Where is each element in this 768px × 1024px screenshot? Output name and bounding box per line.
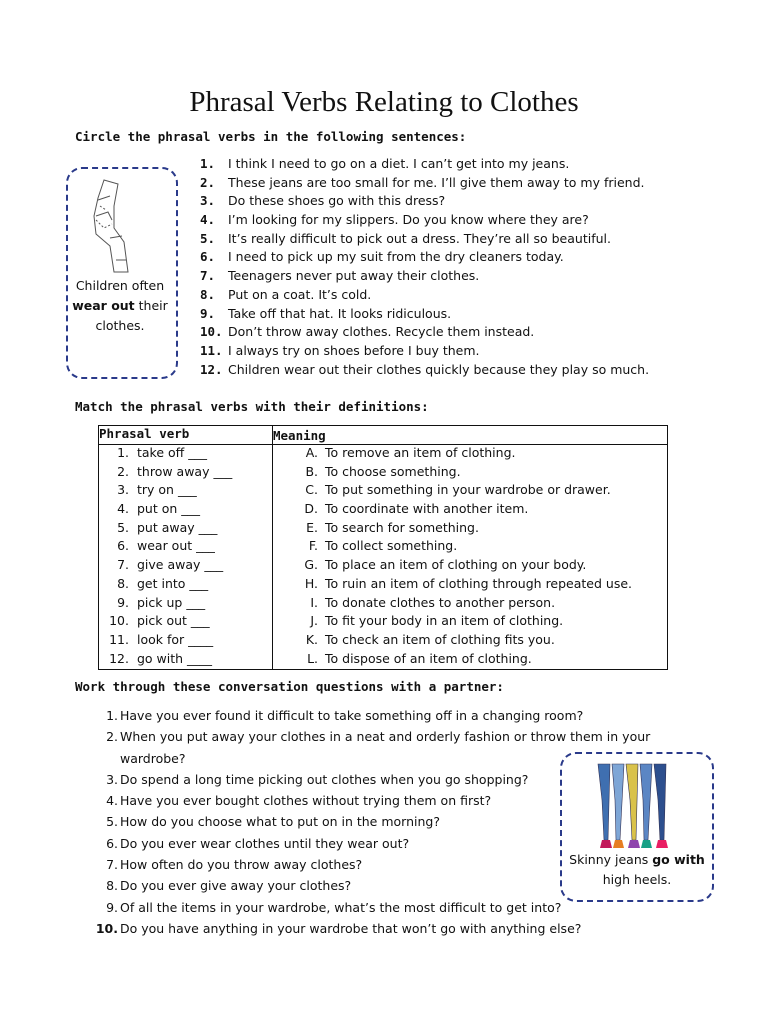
sentence-number: 11. xyxy=(200,342,223,358)
meaning-letter: L. xyxy=(307,650,318,666)
sentence-text: I need to pick up my suit from the dry cleaners today. xyxy=(228,249,564,265)
question-number: 5. xyxy=(106,814,118,830)
question-text: Do you have anything in your wardrobe that won’t go with anything else? xyxy=(120,920,582,936)
meaning-row xyxy=(273,557,667,576)
verb-text: put away ___ xyxy=(137,519,218,535)
verb-number: 6. xyxy=(117,538,129,554)
question-text: How often do you throw away clothes? xyxy=(120,857,363,873)
caption-text: their clothes. xyxy=(95,298,168,333)
meaning-row xyxy=(273,482,667,501)
verb-row xyxy=(99,613,272,632)
sentence-item xyxy=(200,324,700,343)
sentence-number: 9. xyxy=(200,305,216,321)
instruction-match: Match the phrasal verbs with their definitions: xyxy=(75,399,429,414)
question-text: Do spend a long time picking out clothes when you go shopping? xyxy=(120,771,529,787)
verb-number: 12. xyxy=(109,650,129,666)
verb-text: put on ___ xyxy=(137,501,201,517)
verb-text: go with ____ xyxy=(137,650,213,666)
question-number: 9. xyxy=(106,899,118,915)
sentence-item xyxy=(200,156,700,175)
question-number: 3. xyxy=(106,771,118,787)
verb-column xyxy=(99,445,273,670)
sentence-item xyxy=(200,306,700,325)
matching-table xyxy=(98,425,668,670)
sentence-text: It’s really difficult to pick out a dress. They’re all so beautiful. xyxy=(228,230,611,246)
page-title: Phrasal Verbs Relating to Clothes xyxy=(189,86,579,118)
verb-row xyxy=(99,501,272,520)
caption-go-with xyxy=(560,850,714,890)
meaning-row xyxy=(273,613,667,632)
meaning-text: To place an item of clothing on your body. xyxy=(325,557,587,573)
verb-text: look for ____ xyxy=(137,631,214,647)
meaning-letter: F. xyxy=(308,538,318,554)
sentence-text: Take off that hat. It looks ridiculous. xyxy=(228,305,452,321)
sentence-item xyxy=(200,193,700,212)
worn-jeans-sketch-image xyxy=(84,176,154,276)
sentence-number: 3. xyxy=(200,193,216,209)
question-text: Do you ever give away your clothes? xyxy=(120,878,352,894)
meaning-row xyxy=(273,501,667,520)
meaning-row xyxy=(273,576,667,595)
meaning-text: To put something in your wardrobe or drawer. xyxy=(325,482,611,498)
verb-text: give away ___ xyxy=(137,557,224,573)
verb-text: take off ___ xyxy=(137,445,208,460)
meaning-letter: C. xyxy=(305,482,318,498)
sentence-number: 6. xyxy=(200,249,216,265)
sentence-text: Teenagers never put away their clothes. xyxy=(228,268,480,284)
meaning-row xyxy=(273,464,667,483)
meaning-text: To remove an item of clothing. xyxy=(325,445,516,460)
question-number: 8. xyxy=(106,878,118,894)
verb-row xyxy=(99,576,272,595)
caption-bold-phrase: go with xyxy=(652,852,705,867)
meaning-letter: H. xyxy=(304,575,318,591)
verb-row xyxy=(99,464,272,483)
question-item xyxy=(90,705,690,726)
meaning-column xyxy=(273,445,668,670)
verb-row xyxy=(99,557,272,576)
meaning-letter: J. xyxy=(310,613,318,629)
verb-number: 7. xyxy=(117,557,129,573)
question-text: How do you choose what to put on in the morning? xyxy=(120,814,440,830)
sentence-number: 4. xyxy=(200,212,216,228)
question-number: 4. xyxy=(106,793,118,809)
caption-wear-out xyxy=(66,276,174,336)
verb-row xyxy=(99,632,272,651)
meaning-row xyxy=(273,520,667,539)
instruction-conversation: Work through these conversation questions with a partner: xyxy=(75,679,504,694)
meaning-text: To fit your body in an item of clothing. xyxy=(325,613,564,629)
caption-bold-phrase: wear out xyxy=(72,298,135,313)
sentence-list xyxy=(200,156,700,380)
verb-text: try on ___ xyxy=(137,482,197,498)
question-item xyxy=(90,918,690,939)
caption-text: high heels. xyxy=(602,872,672,887)
verb-row xyxy=(99,445,272,464)
sentence-item xyxy=(200,362,700,381)
meaning-letter: E. xyxy=(306,519,318,535)
sentence-number: 8. xyxy=(200,286,216,302)
meaning-text: To choose something. xyxy=(325,463,461,479)
sentence-text: Children wear out their clothes quickly because they play so much. xyxy=(228,361,650,377)
sentence-number: 2. xyxy=(200,174,216,190)
sentence-text: Do these shoes go with this dress? xyxy=(228,193,446,209)
sentence-text: I think I need to go on a diet. I can’t get into my jeans. xyxy=(228,156,570,171)
question-text: Of all the items in your wardrobe, what’s the most difficult to get into? xyxy=(120,899,562,915)
sentence-item xyxy=(200,231,700,250)
meaning-row xyxy=(273,595,667,614)
meaning-text: To ruin an item of clothing through repeated use. xyxy=(325,575,633,591)
sentence-item xyxy=(200,212,700,231)
sentence-item xyxy=(200,268,700,287)
matching-table-header xyxy=(99,426,668,445)
instruction-circle: Circle the phrasal verbs in the following sentences: xyxy=(75,129,467,144)
verb-number: 11. xyxy=(109,631,129,647)
verb-number: 2. xyxy=(117,463,129,479)
meaning-letter: K. xyxy=(305,631,318,647)
sentence-item xyxy=(200,343,700,362)
verb-text: wear out ___ xyxy=(137,538,215,554)
caption-text: Children often xyxy=(75,278,165,293)
sentence-text: Don’t throw away clothes. Recycle them instead. xyxy=(228,324,535,340)
question-number: 7. xyxy=(106,857,118,873)
meaning-text: To search for something. xyxy=(325,519,479,535)
meaning-letter: B. xyxy=(305,463,318,479)
sentence-number: 1. xyxy=(200,156,216,171)
header-phrasal-verb: Phrasal verb xyxy=(99,426,273,445)
question-number: 10. xyxy=(95,920,118,936)
question-text: Have you ever found it difficult to take something off in a changing room? xyxy=(120,708,584,723)
verb-number: 3. xyxy=(117,482,129,498)
verb-row xyxy=(99,538,272,557)
sentence-item xyxy=(200,249,700,268)
meaning-text: To coordinate with another item. xyxy=(325,501,529,517)
caption-text: Skinny jeans xyxy=(569,852,653,867)
question-number: 2. xyxy=(106,729,118,745)
verb-number: 4. xyxy=(117,501,129,517)
verb-text: get into ___ xyxy=(137,575,209,591)
meaning-text: To collect something. xyxy=(325,538,458,554)
meaning-row xyxy=(273,538,667,557)
meaning-letter: G. xyxy=(304,557,318,573)
verb-number: 5. xyxy=(117,519,129,535)
verb-number: 9. xyxy=(117,594,129,610)
meaning-text: To dispose of an item of clothing. xyxy=(325,650,532,666)
sentence-number: 12. xyxy=(200,361,223,377)
verb-text: pick up ___ xyxy=(137,594,206,610)
verb-row xyxy=(99,651,272,670)
sentence-text: I always try on shoes before I buy them. xyxy=(228,342,480,358)
verb-number: 8. xyxy=(117,575,129,591)
sentence-number: 7. xyxy=(200,268,216,284)
meaning-letter: A. xyxy=(305,445,318,460)
sentence-number: 10. xyxy=(200,324,223,340)
meaning-row xyxy=(273,632,667,651)
verb-number: 1. xyxy=(117,445,129,460)
verb-row xyxy=(99,520,272,539)
sentence-number: 5. xyxy=(200,230,216,246)
question-text: Have you ever bought clothes without trying them on first? xyxy=(120,793,492,809)
verb-number: 10. xyxy=(109,613,129,629)
question-text: Do you ever wear clothes until they wear out? xyxy=(120,835,410,851)
verb-row xyxy=(99,482,272,501)
meaning-row xyxy=(273,445,667,464)
sentence-item xyxy=(200,287,700,306)
meaning-text: To check an item of clothing fits you. xyxy=(325,631,555,647)
sentence-text: I’m looking for my slippers. Do you know where they are? xyxy=(228,212,589,228)
verb-text: pick out ___ xyxy=(137,613,210,629)
question-text: When you put away your clothes in a neat and orderly fashion or throw them in your wardrobe? xyxy=(120,729,651,766)
skinny-jeans-heels-image xyxy=(590,760,686,852)
header-meaning: Meaning xyxy=(273,427,326,443)
verb-row xyxy=(99,595,272,614)
meaning-text: To donate clothes to another person. xyxy=(325,594,556,610)
meaning-letter: D. xyxy=(304,501,318,517)
sentence-text: These jeans are too small for me. I’ll give them away to my friend. xyxy=(228,174,645,190)
question-number: 6. xyxy=(106,835,118,851)
sentence-item xyxy=(200,175,700,194)
meaning-row xyxy=(273,651,667,670)
verb-text: throw away ___ xyxy=(137,463,233,479)
meaning-letter: I. xyxy=(310,594,318,610)
sentence-text: Put on a coat. It’s cold. xyxy=(228,286,372,302)
question-number: 1. xyxy=(106,708,118,723)
